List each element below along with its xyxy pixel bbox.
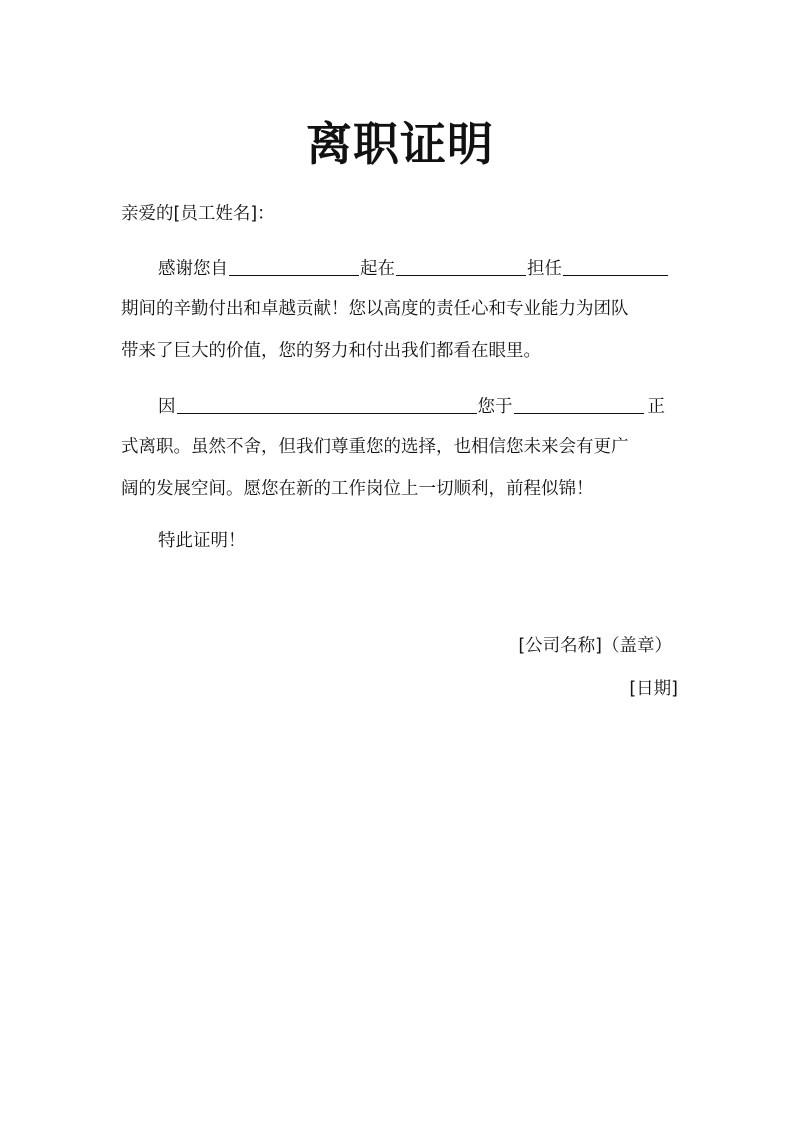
company-name-seal: [公司名称]（盖章） bbox=[518, 636, 672, 656]
page-title: 离职证明 bbox=[306, 117, 494, 171]
reason-blank[interactable] bbox=[177, 393, 477, 414]
p2-text-c: 正 bbox=[647, 397, 665, 417]
paragraph-1-line-3: 带来了巨大的价值，您的努力和付出我们都看在眼里。 bbox=[121, 341, 541, 361]
closing-line: 特此证明！ bbox=[158, 531, 246, 551]
p2-text-b: 您于 bbox=[477, 397, 513, 417]
paragraph-2-line-1 bbox=[158, 393, 665, 420]
greeting: 亲爱的[员工姓名]： bbox=[121, 204, 275, 224]
leave-date-blank[interactable] bbox=[514, 393, 644, 414]
paragraph-2-line-2: 式离职。虽然不舍，但我们尊重您的选择，也相信您未来会有更广 bbox=[121, 437, 629, 457]
p1-text-b: 起在 bbox=[360, 259, 395, 279]
department-blank[interactable] bbox=[396, 255, 526, 276]
p2-text-a: 因 bbox=[158, 397, 176, 417]
paragraph-2-line-3: 阔的发展空间。愿您在新的工作岗位上一切顺利，前程似锦！ bbox=[121, 479, 594, 499]
p1-text-c: 担任 bbox=[527, 259, 562, 279]
p1-text-a: 感谢您自 bbox=[158, 259, 228, 279]
paragraph-1-line-1 bbox=[158, 255, 669, 282]
signature-date: [日期] bbox=[629, 679, 678, 699]
paragraph-1-line-2: 期间的辛勤付出和卓越贡献！您以高度的责任心和专业能力为团队 bbox=[121, 299, 629, 319]
position-blank[interactable] bbox=[563, 255, 668, 276]
start-date-blank[interactable] bbox=[229, 255, 359, 276]
